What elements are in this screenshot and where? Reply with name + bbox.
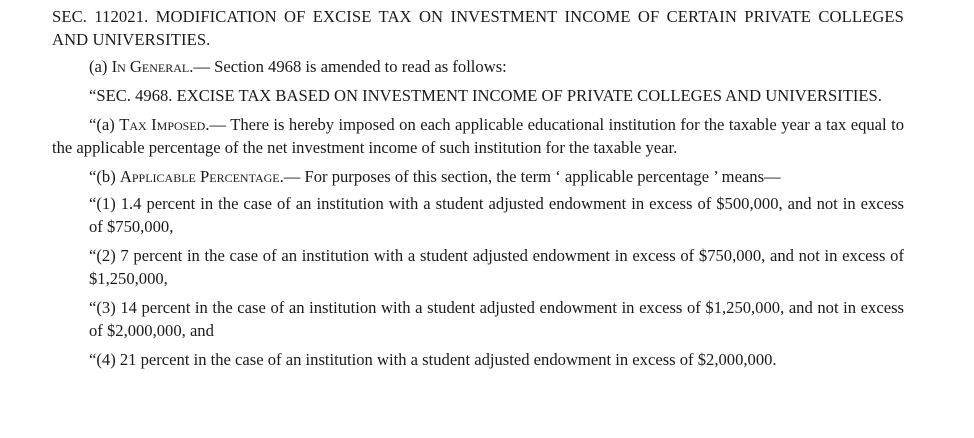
list-item-4: “(4) 21 percent in the case of an institution with a student adjusted endowment in excess of $2,000,000.: [89, 350, 777, 369]
document-body: [52, 5, 904, 371]
applicable-percentage-text: — For purposes of this section, the term ‘ applicable percentage ’ means—: [283, 167, 781, 186]
list-item-1: “(1) 1.4 percent in the case of an institution with a student adjusted endowment in excess of $500,000, and not in excess of $750,000,: [89, 194, 904, 236]
subsection-in-general: [52, 55, 904, 78]
subsection-in-general-heading: In General.: [111, 57, 194, 76]
applicable-percentage-prefix: “(b): [89, 167, 120, 186]
subsection-in-general-text: — Section 4968 is amended to read as follows:: [193, 57, 507, 76]
applicable-percentage-heading: Applicable Percentage.: [119, 167, 284, 186]
tax-imposed-text: — There is hereby imposed on each applicable educational institution for the taxable year a tax equal to the applicable percentage of the net investment income of such institution for the taxable year.: [52, 115, 905, 157]
section-heading: SEC. 112021. MODIFICATION OF EXCISE TAX ON INVESTMENT INCOME OF CERTAIN PRIVATE COLLEGES AND UNIVERSITIES.: [52, 7, 904, 49]
paragraph-tax-imposed: [52, 113, 904, 159]
tax-imposed-heading: Tax Imposed.: [119, 115, 210, 134]
list-item-2: “(2) 7 percent in the case of an institution with a student adjusted endowment in excess of $750,000, and not in excess of $1,250,000,: [89, 246, 904, 288]
subsection-in-general-prefix: (a): [89, 57, 112, 76]
section-4968-heading: “SEC. 4968. EXCISE TAX BASED ON INVESTMENT INCOME OF PRIVATE COLLEGES AND UNIVERSITIES.: [89, 86, 882, 105]
list-item-3: “(3) 14 percent in the case of an institution with a student adjusted endowment in excess of $1,250,000, and not in excess of $2,000,000, and: [89, 298, 904, 340]
tax-imposed-prefix: “(a): [89, 115, 120, 134]
paragraph-applicable-percentage: [52, 165, 904, 188]
